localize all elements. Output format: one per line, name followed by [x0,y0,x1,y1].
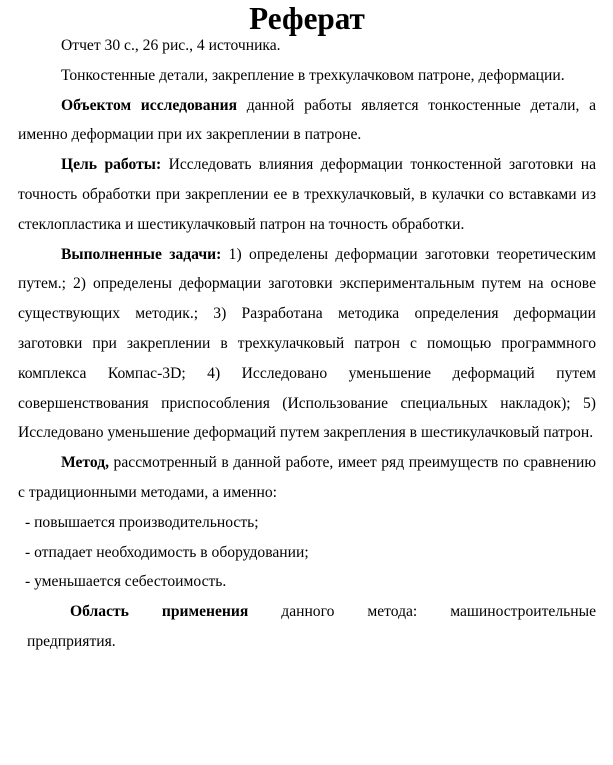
application-first-line [27,597,596,627]
object-text: данной работы является тонкостенные детали, а именно деформации при их закреплении в патроне. [18,96,596,144]
method-label: Метод, [61,454,110,472]
application-text-continued: предприятия. [27,632,116,650]
application-paragraph [18,597,596,657]
goal-text: Исследовать влияния деформации тонкостенной заготовки на точность обработки при закреплении ее в трехкулачковый, в кулачки со вставками из стеклопластика и шестикулачковый патрон на точность обработки. [18,156,597,233]
report-summary: Отчет 30 с., 26 рис., 4 источника. [61,37,281,54]
application-text: данного метода: машиностроительные [248,603,596,621]
advantage-item: - отпадает необходимость в оборудовании; [25,543,309,561]
goal-paragraph [18,150,596,239]
object-label: Объектом исследования [61,96,238,114]
method-paragraph [18,448,596,508]
advantage-item: - уменьшается себестоимость. [25,573,227,591]
abstract-page [18,1,597,657]
application-label: Область применения [70,603,249,621]
method-text: рассмотренный в данной работе, имеет ряд преимуществ по сравнению с традиционными методами, а именно: [18,454,596,501]
object-paragraph [18,91,596,151]
advantage-item: - повышается производительность; [25,513,259,531]
tasks-text: 1) определены деформации заготовки теоретическим путем.; 2) определены деформации заготовки экспериментальным путем на основе существующих методик.; 3) Разработана методика определения деформации заготовки при закреплении в трехкулачковый патрон с помощью программного комплекса Компас-3D; 4) Исследовано уменьшение деформаций путем совершенствования приспособления (Использование специальных накладок); 5) Исследовано уменьшение деформаций путем закрепления в шестикулачковый патрон. [18,245,596,442]
goal-label: Цель работы: [61,156,162,174]
page-title: Реферат [249,1,365,36]
tasks-label: Выполненные задачи: [61,245,222,263]
tasks-paragraph [18,240,596,449]
keywords-paragraph: Тонкостенные детали, закрепление в трехкулачковом патроне, деформации. [61,66,565,84]
